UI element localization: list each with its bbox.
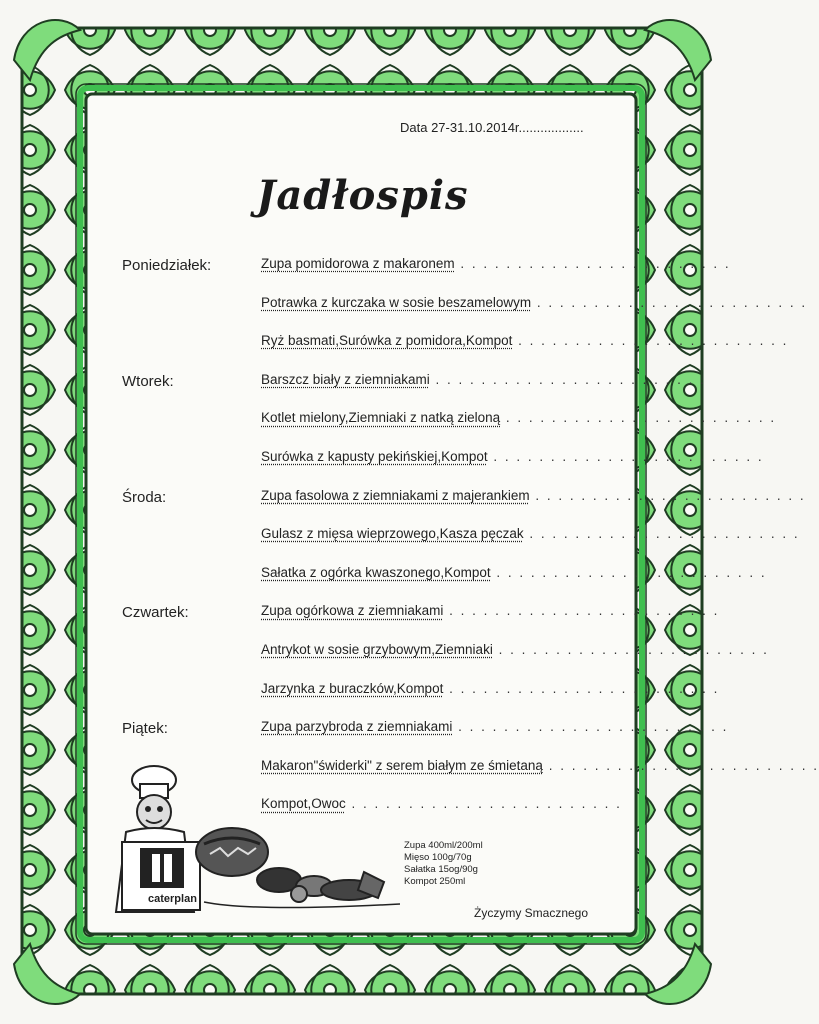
- dish-item: [261, 256, 731, 271]
- dish-item: [261, 487, 806, 503]
- closing-wish: Życzymy Smacznego: [474, 906, 589, 920]
- dish-name: Kotlet mielony,Ziemniaki z natką zieloną: [261, 410, 501, 426]
- dotted-leader: . . . . . . . . . . . . . . . . . . . . . . . .: [345, 796, 622, 812]
- dotted-leader: . . . . . . . . . . . . . . . . . . . . . . . .: [452, 719, 729, 735]
- day-label: Poniedziałek:: [122, 257, 212, 274]
- dotted-leader: . . . . . . . . . . . . . . . . . . . . . . . .: [542, 757, 819, 773]
- dish-name: Potrawka z kurczaka w sosie beszamelowym: [261, 294, 532, 310]
- day-label: Czwartek:: [122, 604, 189, 622]
- page-title: Jadłospis: [256, 172, 469, 219]
- dish-name: Zupa fasolowa z ziemniakami z majerankiem: [261, 487, 530, 503]
- menu-date: Data 27-31.10.2014r..................: [400, 120, 584, 135]
- dish-item: [261, 564, 767, 580]
- dish-item: [261, 603, 720, 619]
- day-label: Środa:: [122, 488, 167, 506]
- dish-name: Zupa parzybroda z ziemniakami: [261, 719, 453, 735]
- dish-item: [261, 719, 729, 735]
- portion-compote: Kompot 250ml: [404, 876, 466, 887]
- dotted-leader: . . . . . . . . . . . . . . . . . . . . . . . .: [443, 603, 720, 619]
- logo-text: caterplan: [148, 893, 197, 905]
- dish-item: [261, 371, 706, 387]
- dish-item: [261, 680, 720, 696]
- dotted-leader: . . . . . . . . . . . . . . . . . . . . . . . .: [512, 333, 789, 349]
- dish-name: Makaron"świderki" z serem białym ze śmietaną: [261, 757, 543, 773]
- dotted-leader: . . . . . . . . . . . . . . . . . . . . . . . .: [492, 642, 769, 657]
- day-label: Wtorek:: [122, 372, 174, 390]
- dotted-leader: . . . . . . . . . . . . . . . . . . . . . . . .: [500, 410, 777, 426]
- day-label: Piątek:: [122, 720, 168, 738]
- dotted-leader: . . . . . . . . . . . . . . . . . . . . . . . .: [443, 680, 720, 696]
- chef-illustration-icon: [104, 762, 404, 917]
- dish-name: Surówka z kapusty pekińskiej,Kompot: [261, 449, 488, 464]
- dish-name: Sałatka z ogórka kwaszonego,Kompot: [261, 564, 491, 580]
- dish-name: Jarzynka z buraczków,Kompot: [261, 680, 444, 696]
- dish-item: [261, 294, 808, 310]
- dish-name: Zupa pomidorowa z makaronem: [261, 256, 455, 271]
- dish-name: Ryż basmati,Surówka z pomidora,Kompot: [261, 333, 513, 349]
- dish-name: Gulasz z mięsa wieprzowego,Kasza pęczak: [261, 526, 524, 542]
- dotted-leader: . . . . . . . . . . . . . . . . . . . . . . . .: [490, 564, 767, 580]
- dish-item: [261, 642, 769, 657]
- dotted-leader: . . . . . . . . . . . . . . . . . . . . . . . .: [429, 371, 706, 387]
- dotted-leader: . . . . . . . . . . . . . . . . . . . . . . . .: [531, 294, 808, 310]
- dish-name: Kompot,Owoc: [261, 796, 346, 812]
- portion-meat: Mięso 100g/70g: [404, 852, 472, 863]
- dish-name: Zupa ogórkowa z ziemniakami: [261, 603, 444, 619]
- dotted-leader: . . . . . . . . . . . . . . . . . . . . . . . .: [529, 487, 806, 503]
- dish-item: [261, 526, 800, 542]
- dish-item: [261, 410, 777, 426]
- dish-item: [261, 333, 789, 349]
- dotted-leader: . . . . . . . . . . . . . . . . . . . . . . . .: [454, 256, 731, 271]
- portion-soup: Zupa 400ml/200ml: [404, 840, 483, 851]
- portion-salad: Sałatka 15og/90g: [404, 864, 478, 875]
- dish-item: [261, 449, 764, 464]
- portions-info: [404, 840, 483, 888]
- dotted-leader: . . . . . . . . . . . . . . . . . . . . . . . .: [487, 449, 764, 464]
- dotted-leader: . . . . . . . . . . . . . . . . . . . . . . . .: [523, 526, 800, 542]
- dish-name: Antrykot w sosie grzybowym,Ziemniaki: [261, 642, 493, 657]
- dish-name: Barszcz biały z ziemniakami: [261, 371, 430, 387]
